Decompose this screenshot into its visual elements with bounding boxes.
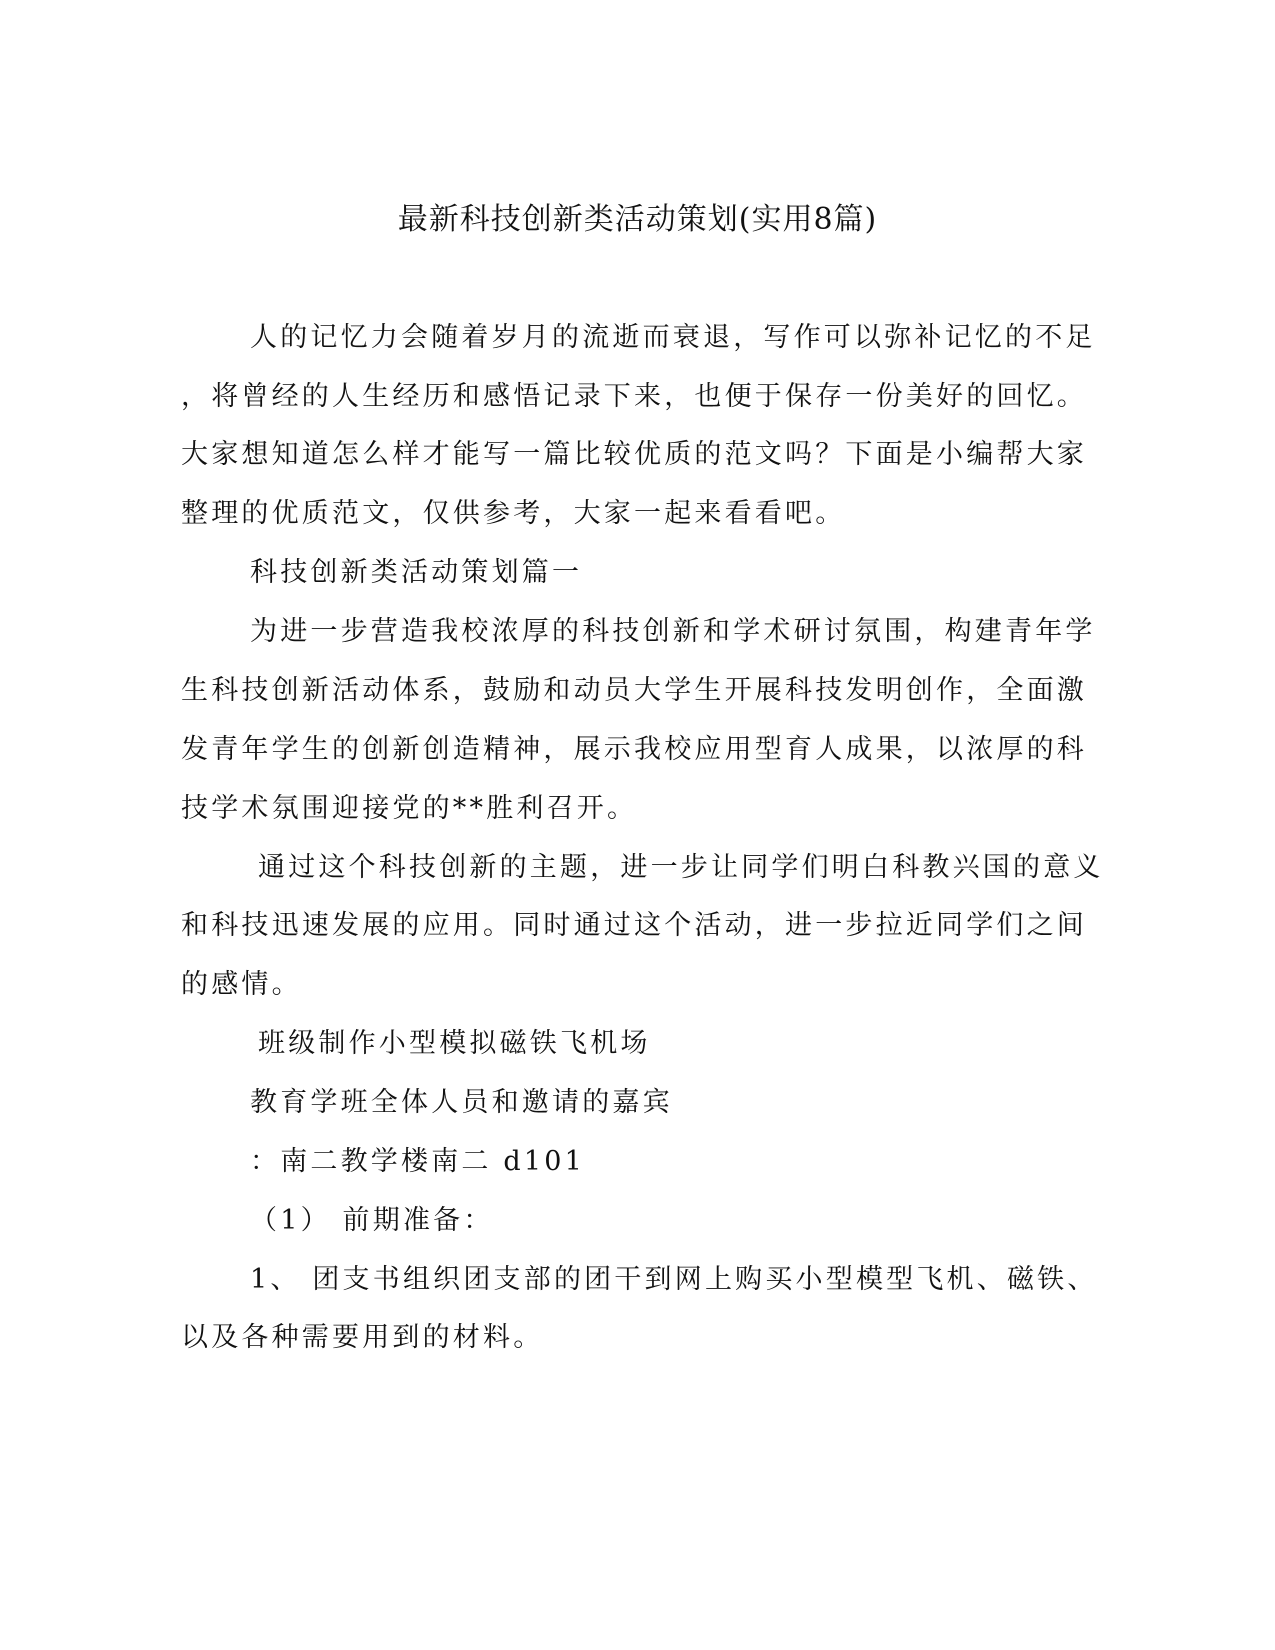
para1-line-3: 发青年学生的创新创造精神，展示我校应用型育人成果，以浓厚的科: [181, 734, 1087, 765]
item1-line-2: 以及各种需要用到的材料。: [181, 1322, 544, 1353]
item1-line-1: 1、 团支书组织团支部的团干到网上购买小型模型飞机、磁铁、: [250, 1264, 1098, 1295]
para2-line-3: 的感情。: [181, 969, 302, 1000]
prep-heading: （1） 前期准备：: [250, 1205, 494, 1236]
document-title: 最新科技创新类活动策划(实用8篇): [397, 202, 878, 237]
para2-line-2: 和科技迅速发展的应用。同时通过这个活动，进一步拉近同学们之间: [181, 910, 1087, 941]
intro-line-2: ，将曾经的人生经历和感悟记录下来，也便于保存一份美好的回忆。: [181, 381, 1087, 412]
participants-line: 教育学班全体人员和邀请的嘉宾: [250, 1087, 673, 1118]
intro-line-1: 人的记忆力会随着岁月的流逝而衰退，写作可以弥补记忆的不足: [250, 322, 1096, 353]
activity-line: 班级制作小型模拟磁铁飞机场: [258, 1028, 651, 1059]
para1-line-2: 生科技创新活动体系，鼓励和动员大学生开展科技发明创作，全面激: [181, 675, 1087, 706]
intro-line-3: 大家想知道怎么样才能写一篇比较优质的范文吗？下面是小编帮大家: [181, 439, 1087, 470]
intro-line-4: 整理的优质范文，仅供参考，大家一起来看看吧。: [181, 498, 846, 529]
section-heading: 科技创新类活动策划篇一: [250, 557, 583, 588]
location-line: ：南二教学楼南二 d101: [250, 1146, 586, 1177]
para1-line-4: 技学术氛围迎接党的**胜利召开。: [181, 793, 638, 824]
para1-line-1: 为进一步营造我校浓厚的科技创新和学术研讨氛围，构建青年学: [250, 616, 1096, 647]
para2-line-1: 通过这个科技创新的主题，进一步让同学们明白科教兴国的意义: [258, 852, 1104, 883]
